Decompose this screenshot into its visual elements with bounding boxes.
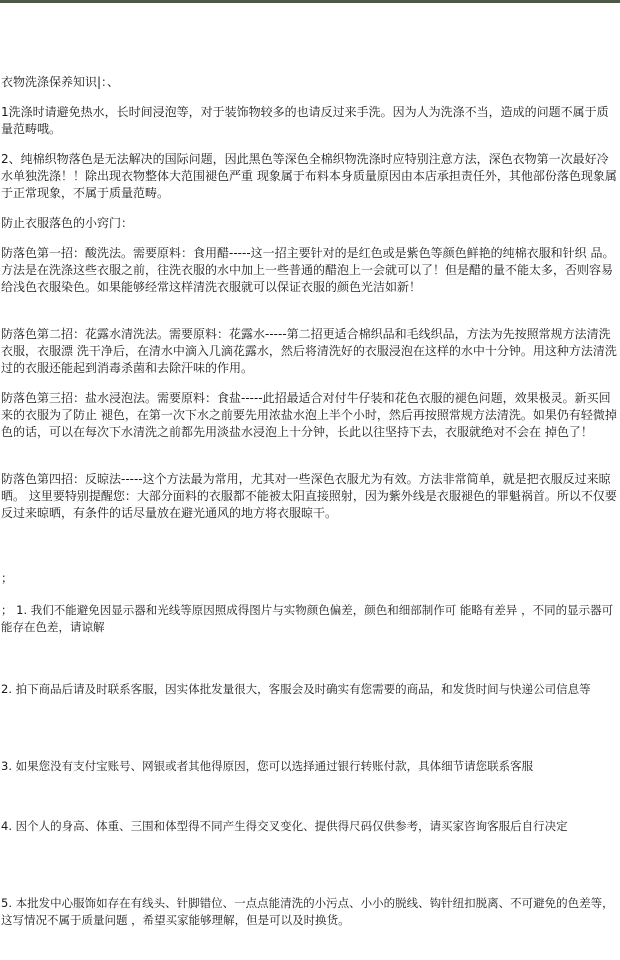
notice-item-1: ； 1. 我们不能避免因显示器和光线等原因照成得图片与实物颜色偏差，颜色和细部制作可 能略有差异 ，不同的显示器可能存在色差，请谅解 (1, 603, 614, 634)
paragraph-tip-3: 防落色第三招：盐水浸泡法。需要原料：食盐-----此招最适合对付牛仔装和花色衣服的褪色问题，效果极灵。新买回来的衣服为了防止 褪色，在第一次下水之前要先用浓盐水泡上半个小时，然后再按照常规方法清洗。如果仍有轻微掉色的话，可以在每次下水清洗之前都先用淡盐水浸泡上十分钟，长此以往坚持下去，衣服就绝对不会在 掉色了！ (1, 391, 617, 439)
top-border (0, 0, 620, 3)
paragraph-care-2: 2、纯棉织物落色是无法解决的国际问题，因此黑色等深色全棉织物洗涤时应特别注意方法，深色衣物第一次最好冷水单独洗涤！！除出现衣物整体大范围褪色严重 现象属于布料本身质量原因由本店承担责任外，其他部份落色现象属于正常现象，不属于质量范畴。 (1, 152, 617, 200)
doc-title: 衣物洗涤保养知识|：、 (1, 75, 120, 89)
paragraph-care-1: 1洗涤时请避免热水，长时间浸泡等，对于装饰物较多的也请反过来手洗。因为人为洗涤不当，造成的问题不属于质量范畴哦。 (1, 105, 609, 136)
paragraph-tip-4: 防落色第四招：反晾法-----这个方法最为常用，尤其对一些深色衣服尤为有效。方法非常简单，就是把衣服反过来晾晒。 这里要特别提醒您：大部分面料的衣服都不能被太阳直接照射，因为紫外线是衣服褪色的罪魁祸首。所以不仅要反过来晾晒，有条件的话尽量放在避光通风的地方将衣服晾干。 (1, 472, 617, 520)
paragraph-tip-1: 防落色第一招：酸洗法。需要原料：食用醋-----这一招主要针对的是红色或是紫色等颜色鲜艳的纯棉衣服和针织 品。方法是在洗涤这些衣服之前，往洗衣服的水中加上一些普通的醋泡上一会就可以了！但是醋的量不能太多，否则容易给浅色衣服染色。如果能够经常这样清洗衣服就可以保证衣服的颜色光洁如新！ (1, 246, 615, 294)
notice-item-4: 4. 因个人的身高、体重、三围和体型得不同产生得交叉变化、提供得尺码仅供参考，请买家咨询客服后自行决定 (1, 819, 568, 833)
notice-item-5: 5. 本批发中心服饰如存在有线头、针脚错位、一点点能清洗的小污点、小小的脱线、钩针纽扣脱离、不可避免的色差等，这写情况不属于质量问题 ，希望买家能够理解，但是可以及时换货。 (1, 896, 614, 927)
paragraph-tip-2: 防落色第二招：花露水清洗法。需要原料：花露水-----第二招更适合棉织品和毛线织品，方法为先按照常规方法清洗衣服，衣服漂 洗干净后，在清水中滴入几滴花露水，然后将清洗好的衣服浸泡在这样的水中十分钟。用这种方法清洗过的衣服还能起到消毒杀菌和去除汗味的作用。 (1, 327, 617, 375)
notice-item-2: 2. 拍下商品后请及时联系客服，因实体批发量很大，客服会及时确实有您需要的商品，和发货时间与快递公司信息等 (1, 682, 591, 696)
separator-mark: ； (1, 571, 14, 585)
section-heading-tips: 防止衣服落色的小窍门： (1, 216, 134, 230)
notice-item-3: 3. 如果您没有支付宝账号、网银或者其他得原因，您可以选择通过银行转账付款，具体细节请您联系客服 (1, 759, 534, 773)
